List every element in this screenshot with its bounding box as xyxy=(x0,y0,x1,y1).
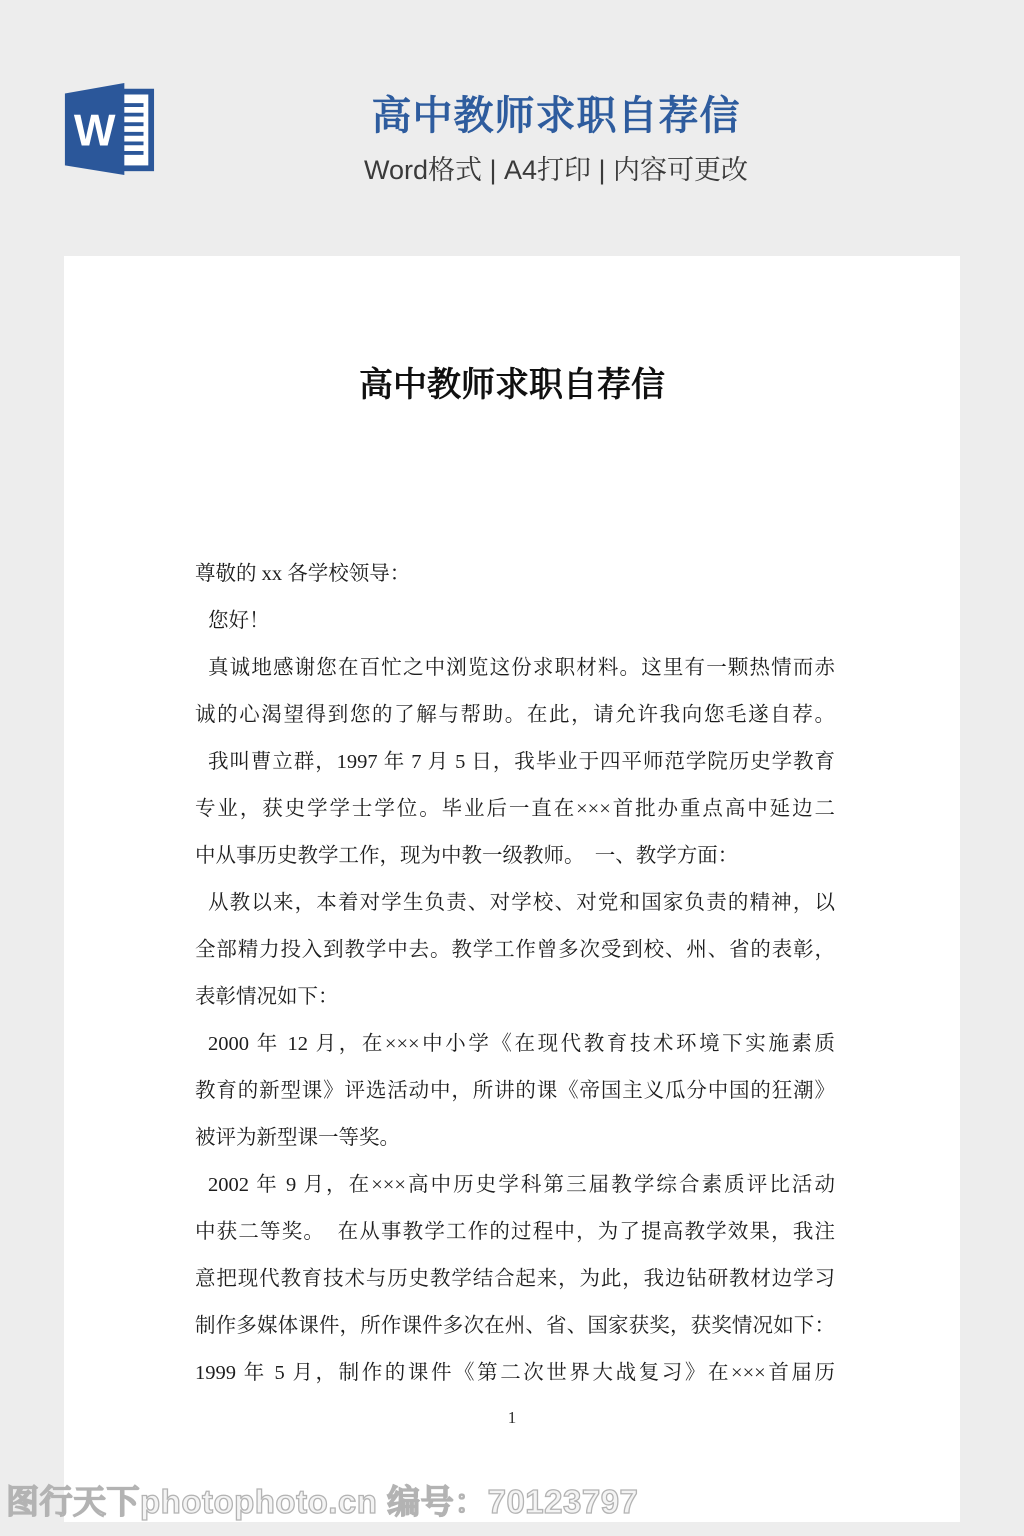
page-number: 1 xyxy=(507,1408,517,1427)
doc-line: 被评为新型课一等奖。 xyxy=(195,1127,400,1149)
doc-line: 2000 年 12 月，在×××中小学《在现代教育技术环境下实施素质 xyxy=(208,1033,835,1055)
doc-line: 制作多媒体课件，所作课件多次在州、省、国家获奖，获奖情况如下： xyxy=(195,1315,835,1337)
doc-line: 2002 年 9 月，在×××高中历史学科第三届教学综合素质评比活动 xyxy=(208,1174,835,1196)
doc-line: 1999 年 5 月，制作的课件《第二次世界大战复习》在×××首届历 xyxy=(195,1362,835,1384)
doc-line: 诚的心渴望得到您的了解与帮助。在此，请允许我向您毛遂自荐。 xyxy=(195,704,835,726)
document-title: 高中教师求职自荐信 xyxy=(359,367,665,404)
doc-line: 我叫曹立群，1997 年 7 月 5 日，我毕业于四平师范学院历史学教育 xyxy=(208,751,835,773)
doc-line: 教育的新型课》评选活动中，所讲的课《帝国主义瓜分中国的狂潮》 xyxy=(195,1080,835,1102)
document-body xyxy=(195,551,835,1397)
doc-line: 从教以来，本着对学生负责、对学校、对党和国家负责的精神，以 xyxy=(208,892,835,914)
doc-line: 中从事历史教学工作，现为中教一级教师。 一、教学方面： xyxy=(195,845,739,867)
site-watermark: 图行天下photophoto.cn 编号：70123797 xyxy=(6,1483,639,1520)
doc-line: 专业，获史学学士学位。毕业后一直在×××首批办重点高中延边二 xyxy=(195,798,835,820)
template-subtitle: Word格式 | A4打印 | 内容可更改 xyxy=(363,155,749,185)
word-icon-letter: W xyxy=(73,106,116,156)
doc-line: 中获二等奖。 在从事教学工作的过程中，为了提高教学效果，我注 xyxy=(195,1221,835,1243)
header-text-block xyxy=(88,92,1024,186)
doc-line: 全部精力投入到教学中去。教学工作曾多次受到校、州、省的表彰， xyxy=(195,939,835,961)
template-header xyxy=(0,0,1024,256)
template-title: 高中教师求职自荐信 xyxy=(371,94,741,138)
doc-line: 尊敬的 xx 各学校领导： xyxy=(195,563,411,585)
document-page xyxy=(64,256,960,1522)
doc-line: 意把现代教育技术与历史教学结合起来，为此，我边钻研教材边学习 xyxy=(195,1268,835,1290)
doc-line: 真诚地感谢您在百忙之中浏览这份求职材料。这里有一颗热情而赤 xyxy=(208,657,835,679)
doc-line: 您好！ xyxy=(208,610,270,632)
doc-line: 表彰情况如下： xyxy=(195,986,339,1008)
